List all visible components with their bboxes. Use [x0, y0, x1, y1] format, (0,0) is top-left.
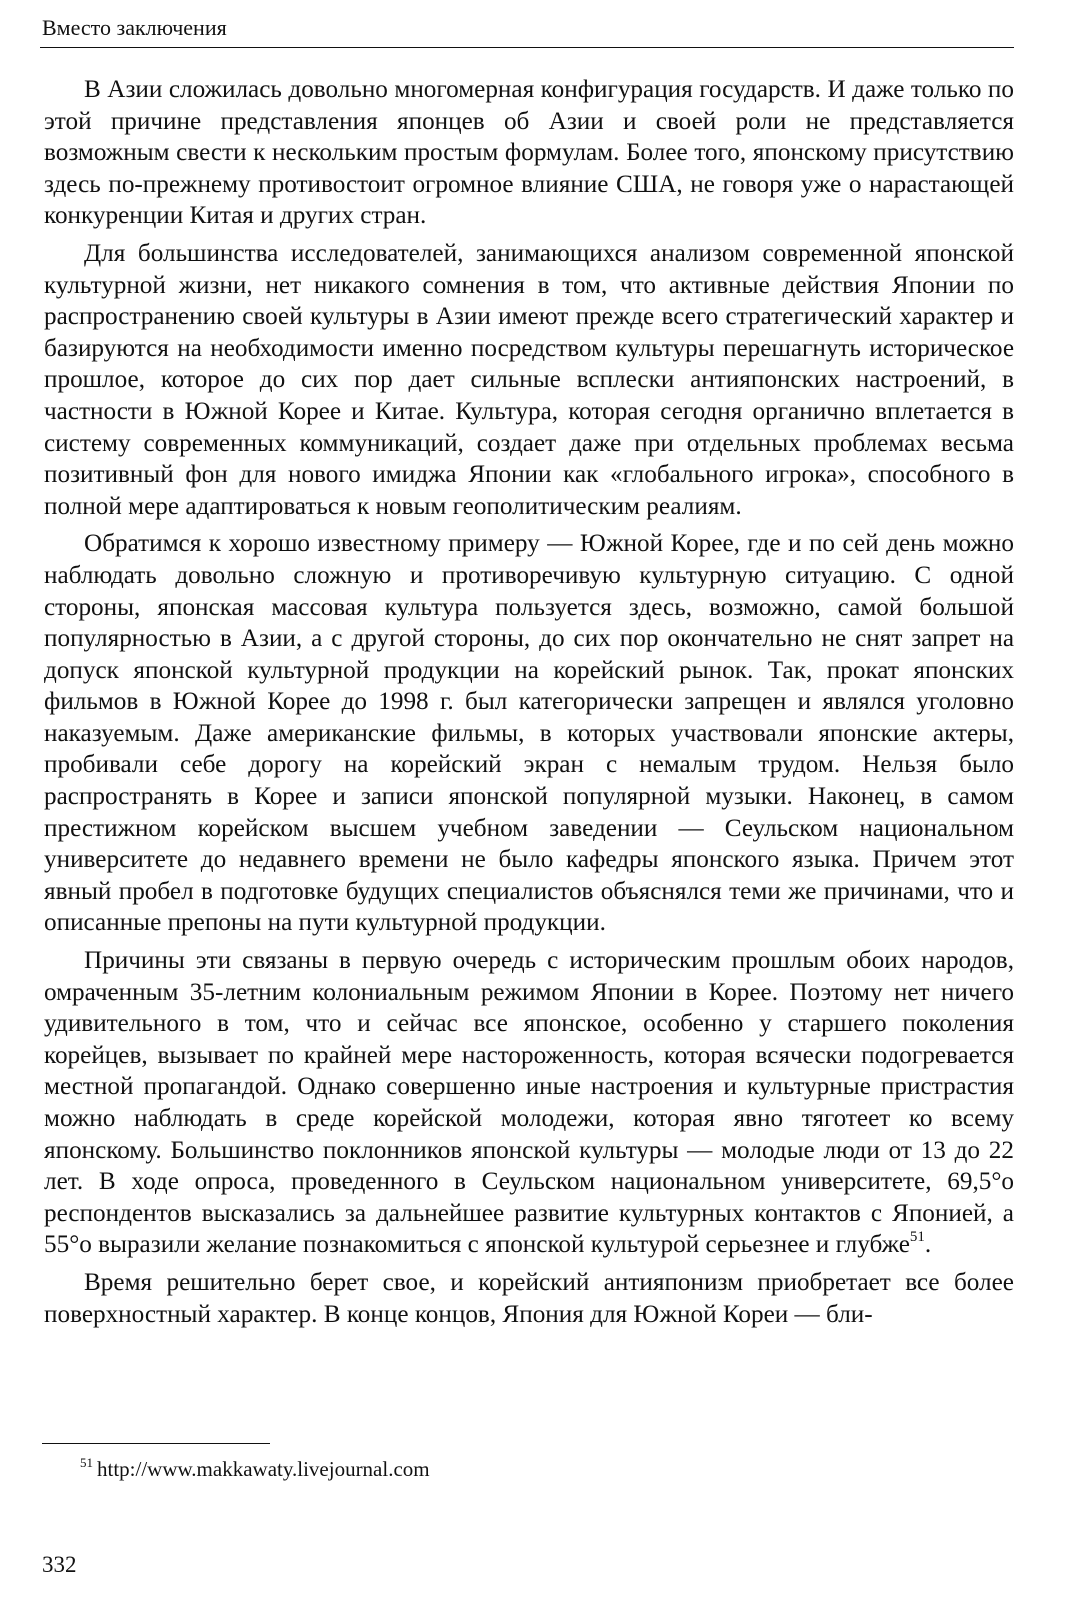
paragraph-2: Для большинства исследователей, занимающихся анализом современной японской культурной жизни, нет никакого сомнения в том, что активные действия Японии по распространению своей культуры в Азии имеют прежде всего стратегический характер и базируются на необходимости именно посредством культуры перешагнуть историческое прошлое, которое до сих пор дает сильные всплески антияпонских настроений, в частности в Южной Корее и Китае. Культура, которая сегодня органично вплетается в систему современных коммуникаций, создает даже при отдельных проблемах весьма позитивный фон для нового имиджа Японии как «глобального игрока», способного в полной мере адаптироваться к новым геополитическим реалиям.: [44, 239, 1014, 520]
paragraph-1: В Азии сложилась довольно многомерная конфигурация государств. И даже только по этой причине представления японцев об Азии и своей роли не представляется возможным свести к нескольким простым формулам. Более того, японскому присутствию здесь по-прежнему противостоит огромное влияние США, не говоря уже о нарастающей конкуренции Китая и других стран.: [44, 76, 1014, 230]
page-number: 332: [42, 1552, 77, 1577]
running-header: Вместо заключения: [42, 15, 227, 40]
footnote-link[interactable]: http://www.makkawaty.livejournal.com: [97, 1457, 430, 1481]
footnote-rule: [42, 1443, 270, 1444]
header-rule: [40, 47, 1014, 48]
footnote-reference[interactable]: 51: [909, 1229, 925, 1246]
paragraph-4: Причины эти связаны в первую очередь с историческим прошлым обоих народов, омраченным 35-летним колониальным режимом Японии в Корее. Поэтому нет ничего удивительного в том, что и сейчас все японское, особенно у старшего поколения корейцев, вызывает по крайней мере настороженность, которая всячески подогревается местной пропагандой. Однако совершенно иные настроения и культурные пристрастия можно наблюдать в среде корейской молодежи, которая явно тяготеет ко всему японскому. Большинство поклонников японской культуры — молодые люди от 13 до 22 лет. В ходе опроса, проведенного в Сеульском национальном университете, 69,5°o респондентов высказались за дальнейшее развитие культурных контактов с Японией, а 55°o выразили желание познакомиться с японской культурой серьезнее и глубже$^{51}$.: [44, 947, 1014, 1259]
body-text: [44, 74, 1014, 1330]
paragraph-5: Время решительно берет свое, и корейский антияпонизм приобретает все более поверхностный характер. В конце концов, Япония для Южной Кореи — бли-: [44, 1268, 1014, 1328]
footnote-number: 51: [80, 1455, 93, 1470]
paragraph-3: Обратимся к хорошо известному примеру — Южной Корее, где и по сей день можно наблюдать довольно сложную и противоречивую культурную ситуацию. С одной стороны, японская массовая культура пользуется здесь, возможно, самой большой популярностью в Азии, а с другой стороны, до сих пор окончательно не снят запрет на допуск японской культурной продукции на корейский рынок. Так, прокат японских фильмов в Южной Корее до 1998 г. был категорически запрещен и являлся уголовно наказуемым. Даже американские фильмы, в которых участвовали японские актеры, пробивали себе дорогу на корейский экран с немалым трудом. Нельзя было распространять в Корее и записи японской популярной музыки. Наконец, в самом престижном корейском высшем учебном заведении — Сеульском национальном университете до недавнего времени не было кафедры японского языка. Причем этот явный пробел в подготовке будущих специалистов объяснялся теми же причинами, что и описанные препоны на пути культурной продукции.: [44, 530, 1014, 937]
footnote: [80, 1456, 430, 1482]
paragraph-4-text: Причины эти связаны в первую очередь с историческим прошлым обоих народов, омраченным 35-летним колониальным режимом Японии в Корее. Поэтому нет ничего удивительного в том, что и сейчас все японское, особенно у старшего поколения корейцев, вызывает по крайней мере настороженность, которая всячески подогревается местной пропагандой. Однако совершенно иные настроения и культурные пристрастия можно наблюдать в среде корейской молодежи, которая явно тяготеет ко всему японскому. Большинство поклонников японской культуры — молодые люди от 13 до 22 лет. В ходе опроса, проведенного в Сеульском национальном университете, 69,5°o респондентов высказались за дальнейшее развитие культурных контактов с Японией, а 55°o выразили желание познакомиться с японской культурой серьезнее и глубже: [44, 947, 1014, 1259]
